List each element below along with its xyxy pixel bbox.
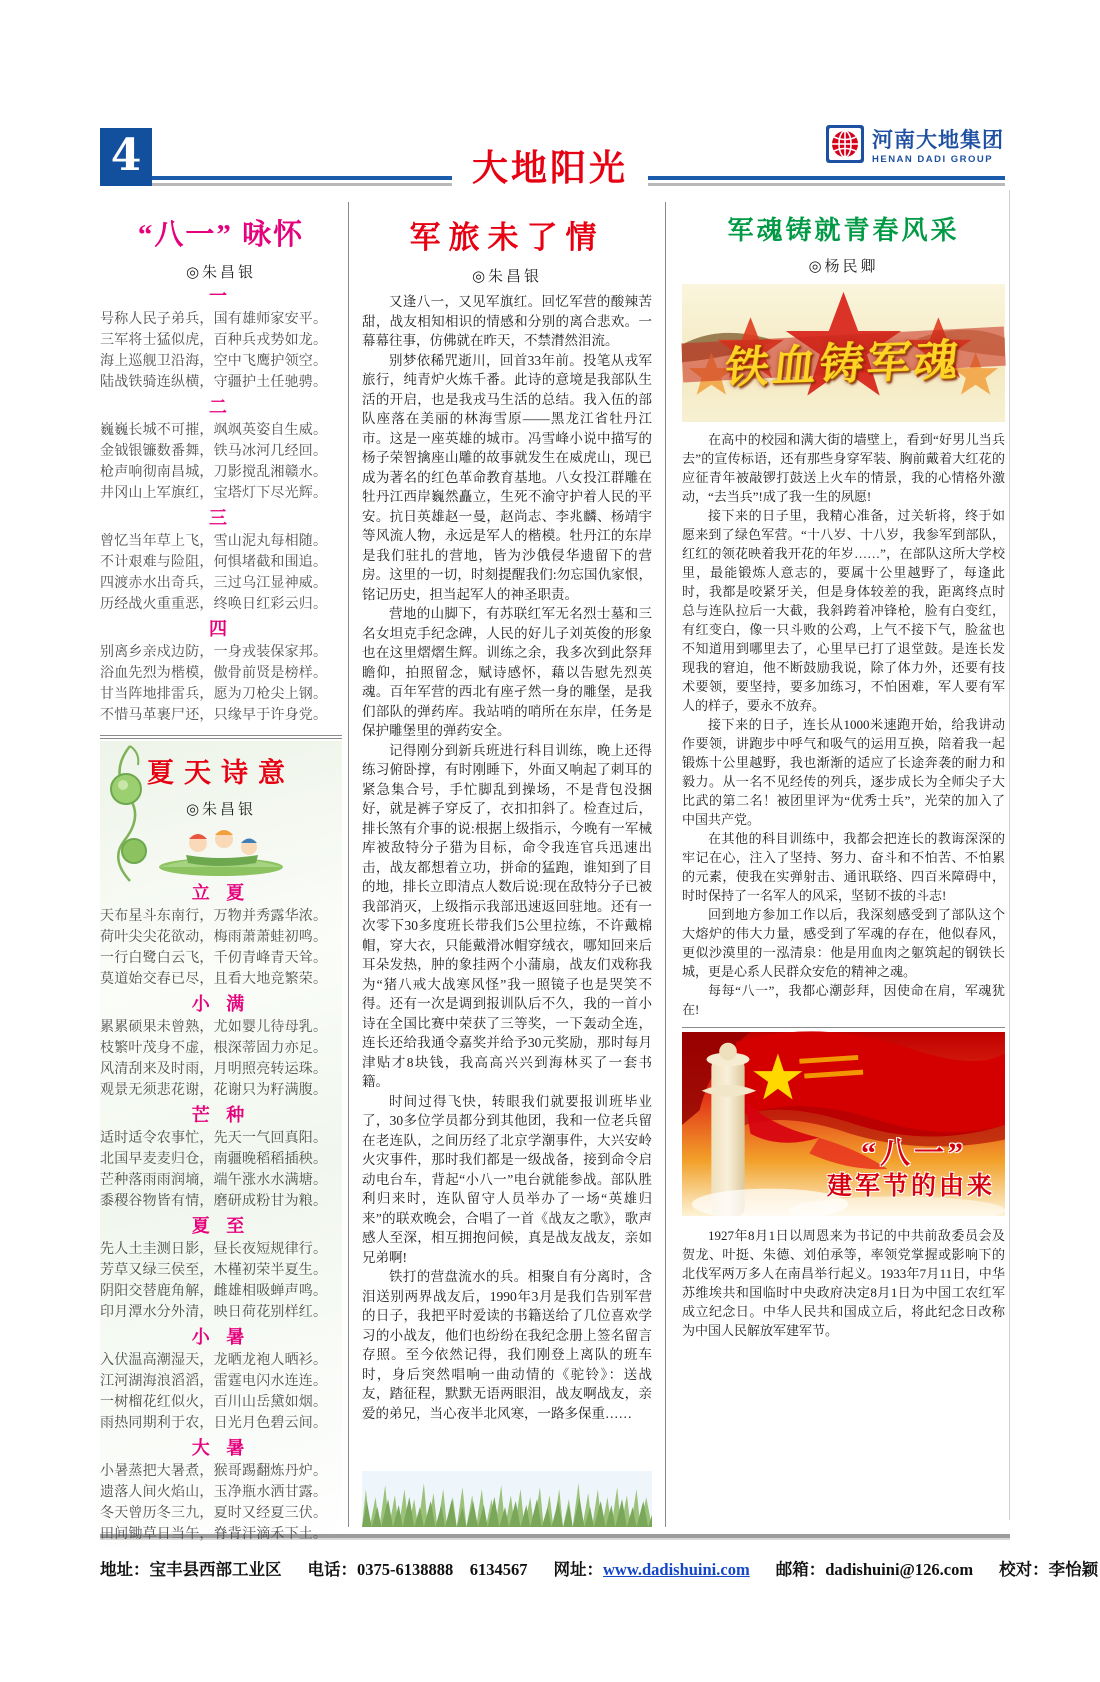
army-day-title-line1: “八一” (861, 1137, 967, 1170)
poem-line: 田间锄草日当午，脊背汗滴禾下土。 (100, 1527, 328, 1542)
poem-line: 号称人民子弟兵，国有雄师家安平。 (100, 312, 328, 327)
footer-email: 邮箱：dadishuini@126.com (775, 1560, 974, 1579)
logo-company-name: 河南大地集团 (872, 129, 1004, 152)
globe-icon (825, 124, 865, 169)
poem-line: 小暑蒸把大暑煮，猴哥踢翻炼丹炉。 (100, 1464, 328, 1479)
poem2-stanzas (100, 881, 342, 1545)
banner-title-text: 铁血铸军魂 (722, 335, 964, 394)
poem-line: 江河湖海浪滔滔，雷霆电闪水连连。 (100, 1374, 328, 1389)
article-paragraph: 又逢八一，又见军旗红。回忆军营的酸辣苦甜，战友相知相识的情感和分别的离合悲欢。一幕幕往事，仿佛就在昨天，不禁潸然泪流。 (362, 294, 652, 348)
poem-line: 别离乡亲戍边防，一身戎装保家邦。 (100, 645, 328, 660)
stanza-label: 芒 种 (191, 1105, 251, 1125)
article-paragraph: 记得刚分到新兵班进行科目训练，晚上还得练习俯卧撑，有时刚睡下，外面又响起了刺耳的紧急集合号，手忙脚乱到操场，不是背包没捆好，就是裤子穿反了，衣扣扣斜了。检查过后，排长煞有介事的说:根据上级指示，今晚有一军械库被敌特分子猎为目标，命令我连官兵迅速出击，战友都想着立功，拼命的猛跑，谁知到了目的地，排长立即清点人数后说:现在敌特分子已被我部消灭，上级指示我部迅速返回驻地。还有一次零下30多度班长带我们5公里拉练，不许戴棉帽，穿大衣，只能戴滑冰帽穿绒衣，哪知回来后耳朵发热，肿的象挂两个小蒲扇，战友们戏称我为“猪八戒大战寒风怪”我一照镜子也是哭笑不得。还有一次是调到报训队后不久，我的一首小诗在全国比赛中荣获了三等奖，一下轰动全连，连长还给我通令嘉奖并给予30元奖励，那时每月津贴才8块钱，我高高兴兴到海林买了一套书籍。 (362, 742, 652, 1089)
poem-stanza (100, 1436, 342, 1545)
poem-line: 雨热同期利于农，日光月色碧云间。 (100, 1416, 328, 1431)
poem-line: 芒种落雨雨润墒，端午涨水水满塘。 (100, 1173, 328, 1188)
army-day-article-body (682, 1226, 1005, 1340)
poem-line: 一行白鹭白云飞，千仞青峰青天耸。 (100, 951, 328, 966)
poem2-author: ◎朱昌银 (185, 802, 257, 818)
article-paragraph: 回到地方参加工作以后，我深刻感受到了部队这个大熔炉的伟大力量，感受到了军魂的存在，他似春风，更似沙漠里的一泓清泉：他是用血肉之躯筑起的钢铁长城，更是心系人民群众安危的精神之魂。 (682, 907, 1005, 979)
article-paragraph: 在高中的校园和满大街的墙壁上，看到“好男儿当兵去”的宣传标语，还有那些身穿军装、胸前戴着大红花的应征青年被敲锣打鼓送上火车的情景，我的心情格外激动，“去当兵”!成了我一生的夙愿! (682, 432, 1005, 504)
footer-website: 网址：www.dadishuini.com (553, 1560, 750, 1579)
article-paragraph: 接下来的日子里，我精心准备，过关斩将，终于如愿来到了绿色军营。“十八岁、十八岁，我参军到部队，红红的领花映着我开花的年岁……”，在部队这所大学校里，最能锻炼人意志的，要属十公里越野了，每逢此时，我都是咬紧牙关，但是身体较差的我，距离终点时总与连队拉后一大截，我斜跨着冲锋枪，脸有白变红，有红变白，像一只斗败的公鸡，上气不接下气，脸盆也不知道用到哪里去了，心里早已打了退堂鼓。是连长发现我的窘迫，他不断鼓励我说，除了体力外，还要有技术要领，要坚持，要多加练习，不怕困难，军人要有军人的样子，要永不放弃。 (682, 508, 1005, 713)
article-paragraph: 别梦依稀咒逝川，回首33年前。投笔从戎军旅行，纯青炉火炼千番。此诗的意境是我部队生活的开启，也是我戎马生活的总结。我入伍的部队座落在美丽的林海雪原——黑龙江省牡丹江市。这是一座英雄的城市。冯雪峰小说中描写的杨子荣智擒座山雕的故事就发生在威虎山，现已成为著名的红色革命教育基地。八女投江群雕在牡丹江西岸巍然矗立，生死不渝守护着人民的平安。抗日英雄赵一曼，赵尚志、李兆麟、杨靖宇等风流人物，永远是军人的楷模。牡丹江的东岸是我们驻扎的营地，皆为沙俄侵华遗留下的营房。这里的一切，时刻提醒我们:勿忘国仇家恨，铭记历史，担当起军人的神圣职责。 (362, 352, 652, 602)
poem1-author: ◎朱昌银 (185, 265, 257, 281)
stanza-label: 一 (209, 286, 233, 306)
poem-line: 枪声响彻南昌城，刀影搅乱湘赣水。 (100, 465, 328, 480)
poem-line: 巍巍长城不可摧，飒飒英姿自生威。 (100, 423, 328, 438)
website-link[interactable]: www.dadishuini.com (603, 1560, 750, 1579)
left-column (100, 202, 342, 1542)
right-article-body (682, 430, 1005, 1019)
leaf-boat-illustration (136, 821, 306, 879)
article-paragraph: 每每“八一”，我都心潮彭拜，因使命在肩，军魂犹在! (682, 983, 1005, 1017)
middle-article-title: 军旅未了情 (409, 220, 605, 255)
poem-line: 阴阳交替鹿角解，雌雄相吸蝉声鸣。 (100, 1284, 328, 1299)
poem1-stanzas (100, 284, 342, 726)
stanza-label: 大 暑 (191, 1438, 251, 1458)
section-divider (100, 735, 342, 739)
masthead-title: 大地阳光 (452, 140, 648, 191)
poem-line: 一树榴花红似火，百川山岳黛如烟。 (100, 1395, 328, 1410)
poem-stanza (100, 395, 342, 504)
poem-line: 入伏温高潮湿天，龙晒龙袍人晒衫。 (100, 1353, 328, 1368)
poem-line: 浴血先烈为楷模，傲骨前贤是榜样。 (100, 666, 328, 681)
article-paragraph: 在其他的科目训练中，我都会把连长的教诲深深的牢记在心，注入了坚持、努力、奋斗和不怕苦、不怕累的元素，使我在实弹射击、通讯联络、四百米障碍中，时时保持了一名军人的风采，坚韧不拔的斗志! (682, 831, 1005, 903)
grass-illustration (362, 1471, 652, 1527)
poem-line: 陆战铁骑连纵横，守疆护土任驰骋。 (100, 375, 328, 390)
article-paragraph: 时间过得飞快，转眼我们就要报训班毕业了，30多位学员都分到其他团，我和一位老兵留在老连队，之间历经了北京学潮事件，大兴安岭火灾事件，那时我们都是一级战备，接到命令启动电台车，背起“小八一”电台就能参战。部队胜利归来时，连队留守人员举办了一场“英雄归来”的联欢晚会，合唱了一首《战友之歌》，歌声感人至深，相互拥抱问候，真是战友战友，亲如兄弟啊! (362, 1093, 652, 1265)
poem-stanza (100, 506, 342, 615)
poem-line: 天布星斗东南行，万物并秀露华浓。 (100, 909, 328, 924)
page-edge-line (1009, 190, 1010, 1520)
poem-line: 风清刮来及时雨，月明照亮转运珠。 (100, 1062, 328, 1077)
poem-line: 海上巡舰卫沿海，空中飞鹰护领空。 (100, 354, 328, 369)
stanza-label: 二 (209, 397, 233, 417)
poem-line: 枝繁叶茂身不虚，根深蒂固力亦足。 (100, 1041, 328, 1056)
iron-blood-banner-image (682, 284, 1005, 422)
poem-line: 累累硕果未曾熟，尤如婴儿待母乳。 (100, 1020, 328, 1035)
middle-column (348, 202, 666, 1527)
poem-line: 适时适令农事忙，先天一气回真阳。 (100, 1131, 328, 1146)
footer-phone: 电话：0375-6138888 6134567 (307, 1560, 528, 1579)
poem-line: 不惜马革裹尸还，只缘早于许身党。 (100, 708, 328, 723)
stanza-label: 四 (209, 619, 233, 639)
poem-line: 芳草又绿三侯至，木槿初荣半夏生。 (100, 1263, 328, 1278)
content-columns (100, 202, 1005, 1542)
summer-poem-box (100, 741, 342, 1545)
poem-line: 黍稷谷物皆有情，磨研成粉甘为粮。 (100, 1194, 328, 1209)
poem-line: 甘当阵地排雷兵，愿为刀枪尖上钢。 (100, 687, 328, 702)
poem-stanza (100, 992, 342, 1101)
right-column (666, 202, 1005, 1527)
stanza-label: 三 (209, 508, 233, 528)
poem-stanza (100, 617, 342, 726)
page-number: 4 (100, 128, 152, 186)
poem-line: 历经战火重重恶，终唤日红彩云归。 (100, 597, 328, 612)
article-paragraph: 接下来的日子，连长从1000米速跑开始，给我讲动作要领，讲跑步中呼气和吸气的运用互换，陪着我一起锻炼十公里越野，我也渐渐的适应了长途奔袭的耐力和毅力。从一名不见经传的列兵，逐步成长为全师尖子大比武的第二名！被团里评为“优秀士兵”，光荣的加入了中国共产党。 (682, 717, 1005, 827)
article-paragraph: 营地的山脚下，有苏联红军无名烈士墓和三名女坦克手纪念碑，人民的好儿子刘英俊的形象也在这里熠熠生辉。训练之余，我多次到此祭拜瞻仰，拍照留念，赋诗感怀，藉以告慰先烈英魂。百年军营的西北有座孑然一身的雕堡，是我们部队的弹药库。我站哨的哨所在东岸，任务是保护雕堡里的弹药安全。 (362, 606, 652, 738)
right-article-title: 军魂铸就青春风采 (727, 216, 960, 245)
footer-info-line (100, 1556, 1099, 1580)
poem-line: 井冈山上军旗红，宝塔灯下尽光辉。 (100, 486, 328, 501)
stanza-label: 小 满 (191, 994, 251, 1014)
poem-line: 三军将士猛似虎，百种兵戎势如龙。 (100, 333, 328, 348)
poem-line: 不计艰难与险阻，何惧堵截和围追。 (100, 555, 328, 570)
article-divider (682, 1027, 1005, 1028)
footer-address: 地址：宝丰县西部工业区 (100, 1560, 282, 1579)
poem2-title: 夏天诗意 (147, 758, 295, 788)
poem-line: 印月潭水分外清，映日荷花别样红。 (100, 1305, 328, 1320)
army-day-title-line2: 建军节的由来 (826, 1173, 995, 1200)
poem-line: 观景无须悲花谢，花谢只为籽满腹。 (100, 1083, 328, 1098)
middle-article-author: ◎朱昌银 (471, 269, 543, 285)
stanza-label: 小 暑 (191, 1327, 251, 1347)
article-paragraph: 1927年8月1日以周恩来为书记的中共前敌委员会及贺龙、叶挺、朱德、刘伯承等，率领党掌握或影响下的北伐军两万多人在南昌举行起义。1933年7月11日，中华苏维埃共和国临时中央政府决定8月1日为中国工农红军成立纪念日。中华人民共和国成立后，将此纪念日改称为中国人民解放军建军节。 (682, 1228, 1005, 1338)
logo-company-name-en: HENAN DADI GROUP (872, 154, 994, 165)
poem-line: 冬天曾历冬三九，夏时又经夏三伏。 (100, 1506, 328, 1521)
footer-proofreader: 校对：李怡颖 (999, 1560, 1099, 1579)
poem-line: 莫道始交春已尽，且看大地竞繁荣。 (100, 972, 328, 987)
company-logo (825, 124, 1004, 173)
stanza-label: 夏 至 (191, 1216, 251, 1236)
middle-article-body (362, 292, 652, 1423)
poem-line: 金钺银镰数番舞，铁马冰河几经回。 (100, 444, 328, 459)
right-article-author: ◎杨民卿 (808, 259, 879, 275)
poem-stanza (100, 1325, 342, 1434)
article-paragraph: 铁打的营盘流水的兵。相聚自有分离时，含泪送别两界战友后，1990年3月是我们告别军营的日子，我把平时爱读的书籍送给了几位喜欢学习的小战友，他们也纷纷在我纪念册上签名留言存照。至今依然记得，我们刚登上离队的班车时，身后突然唱响一曲动情的《驼铃》：送战友，踏征程，默默无语两眼泪，战友啊战友，亲爱的弟兄，当心夜半北风寒，一路多保重…… (362, 1269, 652, 1421)
poem-stanza (100, 284, 342, 393)
poem-line: 曾忆当年草上飞，雪山泥丸每相随。 (100, 534, 328, 549)
poem-stanza (100, 1103, 342, 1212)
poem-stanza (100, 881, 342, 990)
poem-line: 遗落人间火焰山，玉净瓶水洒甘露。 (100, 1485, 328, 1500)
stanza-label: 立 夏 (191, 883, 251, 903)
poem-stanza (100, 1214, 342, 1323)
poem1-title: “八一” 咏怀 (137, 219, 305, 251)
army-day-banner-image (682, 1032, 1005, 1220)
poem-line: 四渡赤水出奇兵，三过乌江显神威。 (100, 576, 328, 591)
poem-line: 先人土圭测日影，昼长夜短规律行。 (100, 1242, 328, 1257)
poem-line: 北国早麦麦归仓，南疆晚稻稻插秧。 (100, 1152, 328, 1167)
poem-line: 荷叶尖尖花欲动，梅雨萧萧蛙初鸣。 (100, 930, 328, 945)
